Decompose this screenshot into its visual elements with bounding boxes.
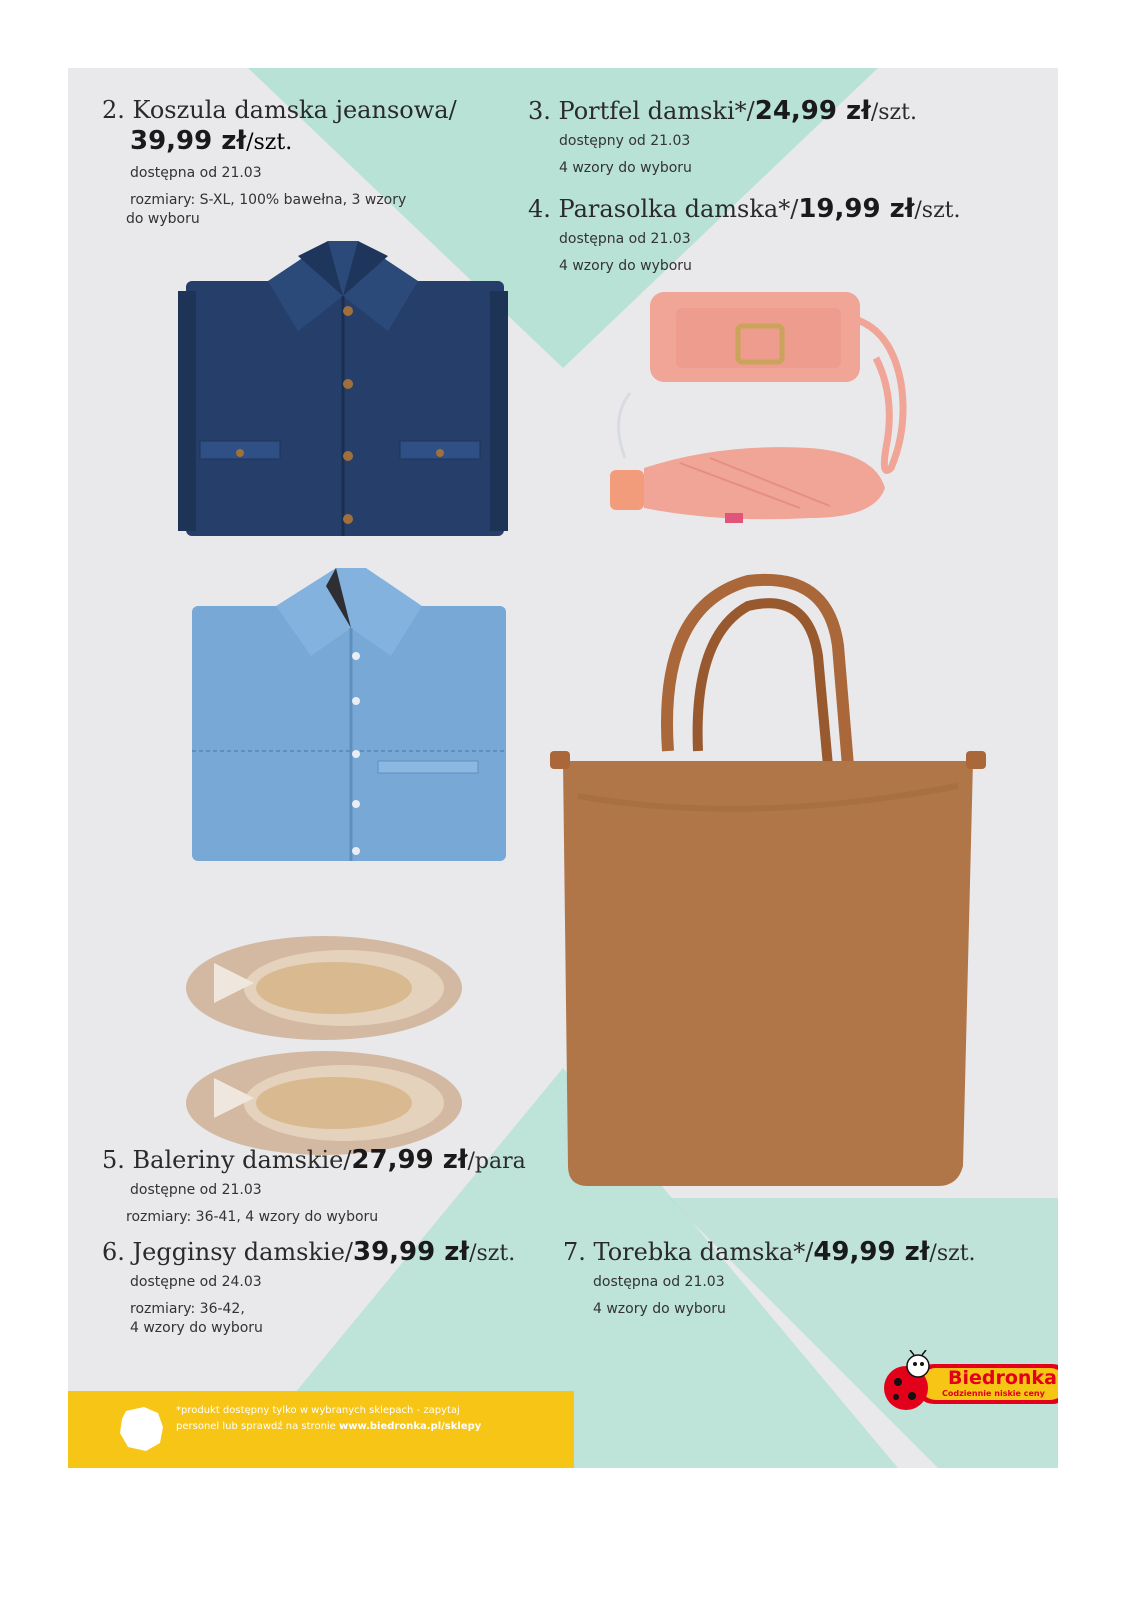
dark-denim-shirt-image (178, 236, 508, 541)
availability-note-banner (68, 1391, 574, 1468)
product-number: 5. (102, 1146, 125, 1174)
product-7-block (563, 1237, 976, 1319)
product-detail: rozmiary: S-XL, 100% bawełna, 3 wzory (130, 192, 407, 208)
product-detail: do wyboru (126, 211, 200, 227)
product-unit: /szt. (469, 1241, 516, 1266)
product-price: 39,99 zł (353, 1237, 470, 1267)
product-detail: dostępna od 21.03 (130, 165, 262, 181)
product-number: 6. (102, 1238, 125, 1266)
product-detail: rozmiary: 36-41, 4 wzory do wyboru (126, 1209, 379, 1225)
brand-name: Biedronka (948, 1367, 1057, 1389)
product-unit: /para (467, 1149, 526, 1174)
product-price: 39,99 zł (130, 126, 247, 156)
product-4-block (528, 194, 961, 276)
brand-tagline: Codziennie niskie ceny (942, 1389, 1045, 1398)
note-line-1: *produkt dostępny tylko w wybranych sklepach - zapytaj (176, 1405, 460, 1416)
product-detail: dostępny od 21.03 (559, 133, 691, 149)
biedronka-logo (876, 1350, 1058, 1410)
pink-umbrella-image (600, 388, 890, 538)
poland-map-icon (116, 1405, 166, 1453)
product-price: 24,99 zł (754, 96, 871, 126)
product-detail: dostępna od 21.03 (593, 1274, 725, 1290)
product-detail: 4 wzory do wyboru (559, 160, 692, 176)
product-number: 7. (563, 1238, 586, 1266)
product-5-block (102, 1145, 526, 1227)
product-price: 49,99 zł (813, 1237, 930, 1267)
product-name: Baleriny damskie/ (132, 1146, 352, 1174)
product-detail: 4 wzory do wyboru (593, 1301, 726, 1317)
product-name: Portfel damski*/ (558, 97, 755, 125)
product-6-block (102, 1237, 515, 1338)
product-3-block (528, 96, 917, 178)
product-name: Parasolka damska*/ (558, 195, 799, 223)
product-unit: /szt. (870, 100, 917, 125)
product-unit: /szt. (246, 130, 293, 155)
note-line-2: personel lub sprawdź na stronie (176, 1421, 340, 1432)
product-detail: dostępne od 24.03 (130, 1274, 262, 1290)
product-unit: /szt. (929, 1241, 976, 1266)
product-detail: dostępne od 21.03 (130, 1182, 262, 1198)
product-number: 3. (528, 97, 551, 125)
product-number: 2. (102, 96, 125, 124)
product-name: Torebka damska*/ (593, 1238, 814, 1266)
product-name: Koszula damska jeansowa/ (132, 96, 457, 124)
brown-tote-bag-image (548, 566, 988, 1191)
ballerina-shoes-image (184, 928, 474, 1168)
product-detail: dostępna od 21.03 (559, 231, 691, 247)
product-detail: rozmiary: 36-42, (130, 1301, 245, 1317)
availability-note (176, 1403, 566, 1435)
product-2-block (102, 96, 457, 229)
product-price: 19,99 zł (798, 194, 915, 224)
product-name: Jegginsy damskie/ (132, 1238, 353, 1266)
product-detail: 4 wzory do wyboru (130, 1320, 263, 1336)
product-number: 4. (528, 195, 551, 223)
store-url-link[interactable]: www.biedronka.pl/sklepy (339, 1421, 482, 1432)
light-denim-shirt-image (186, 566, 510, 866)
product-unit: /szt. (914, 198, 961, 223)
catalog-page (68, 68, 1058, 1468)
product-price: 27,99 zł (351, 1145, 468, 1175)
product-detail: 4 wzory do wyboru (559, 258, 692, 274)
